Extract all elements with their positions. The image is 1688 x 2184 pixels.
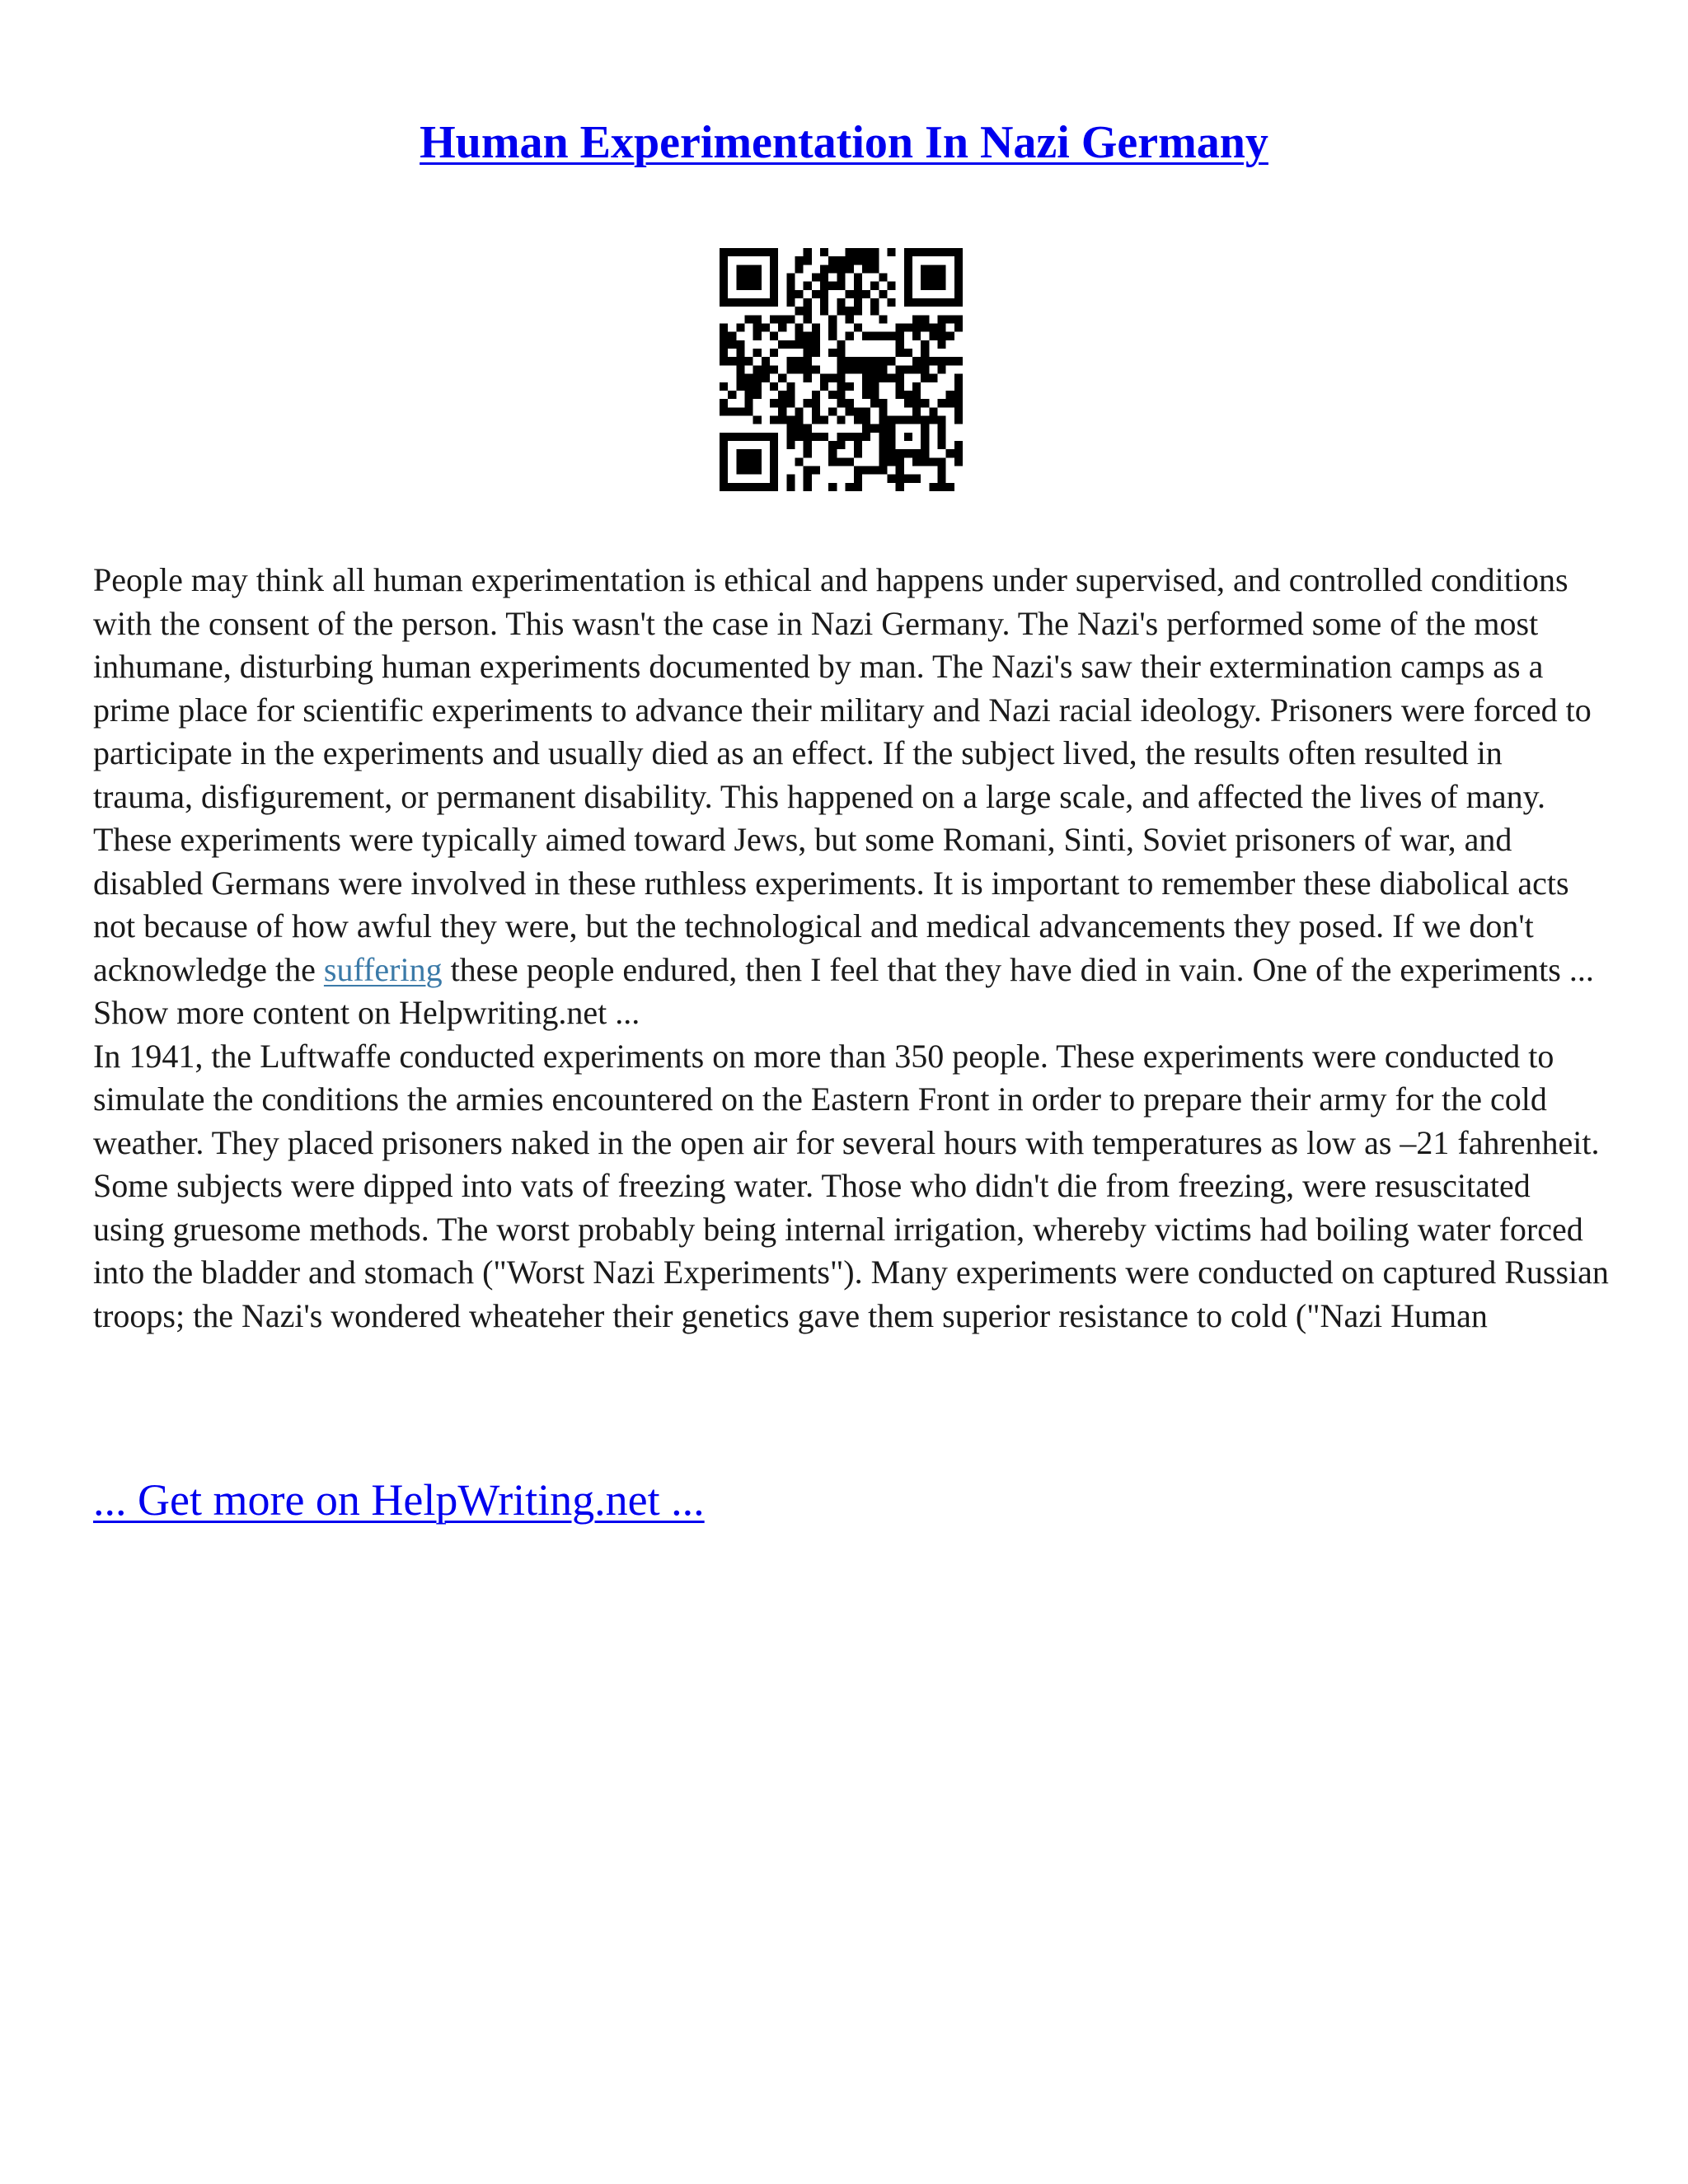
paragraph-1-text: People may think all human experimentation is ethical and happens under supervised, and controlled conditions with the consent of the person. This wasn't the case in Nazi Germany. The Nazi's performed some of the most inhumane, disturbing human experiments documented by man. The Nazi's saw their extermination camps as a prime place for scientific experiments to advance their military and Nazi racial ideology. Prisoners were forced to participate in the experiments and usually died as an effect. If the subject lived, the results often resulted in trauma, disfigurement, or permanent disability. This happened on a large scale, and affected the lives of many. These experiments were typically aimed toward Jews, but some Romani, Sinti, Soviet prisoners of war, and disabled Germans were involved in these ruthless experiments. It is important to remember these diabolical acts not because of how awful they were, but the technological and medical advancements they posed. If we don't acknowledge the	[93, 561, 1592, 988]
get-more-link[interactable]: ... Get more on HelpWriting.net ...	[93, 1475, 705, 1525]
page-title	[0, 114, 1688, 171]
article-body	[93, 559, 1610, 1338]
paragraph-2: In 1941, the Luftwaffe conducted experiments on more than 350 people. These experiments were conducted to simulate the conditions the armies encountered on the Eastern Front in order to prepare their army for the cold weather. They placed prisoners naked in the open air for several hours with temperatures as low as –21 fahrenheit. Some subjects were dipped into vats of freezing water. Those who didn't die from freezing, were resuscitated using gruesome methods. The worst probably being internal irrigation, whereby victims had boiling water forced into the bladder and stomach ("Worst Nazi Experiments"). Many experiments were conducted on captured Russian troops; the Nazi's wondered wheateher their genetics gave them superior resistance to cold ("Nazi Human	[93, 1037, 1609, 1334]
title-link[interactable]: Human Experimentation In Nazi Germany	[420, 117, 1268, 168]
suffering-link[interactable]: suffering	[323, 950, 443, 988]
qr-code-image	[720, 248, 963, 491]
paragraph-1-text-end: these people endured, then I feel that they have died in vain. One of the experiments ... Show more content on Helpwriting.net ...	[93, 950, 1594, 1031]
paragraph-1	[93, 559, 1610, 1035]
get-more-container	[93, 1472, 705, 1528]
qr-code	[720, 248, 963, 491]
